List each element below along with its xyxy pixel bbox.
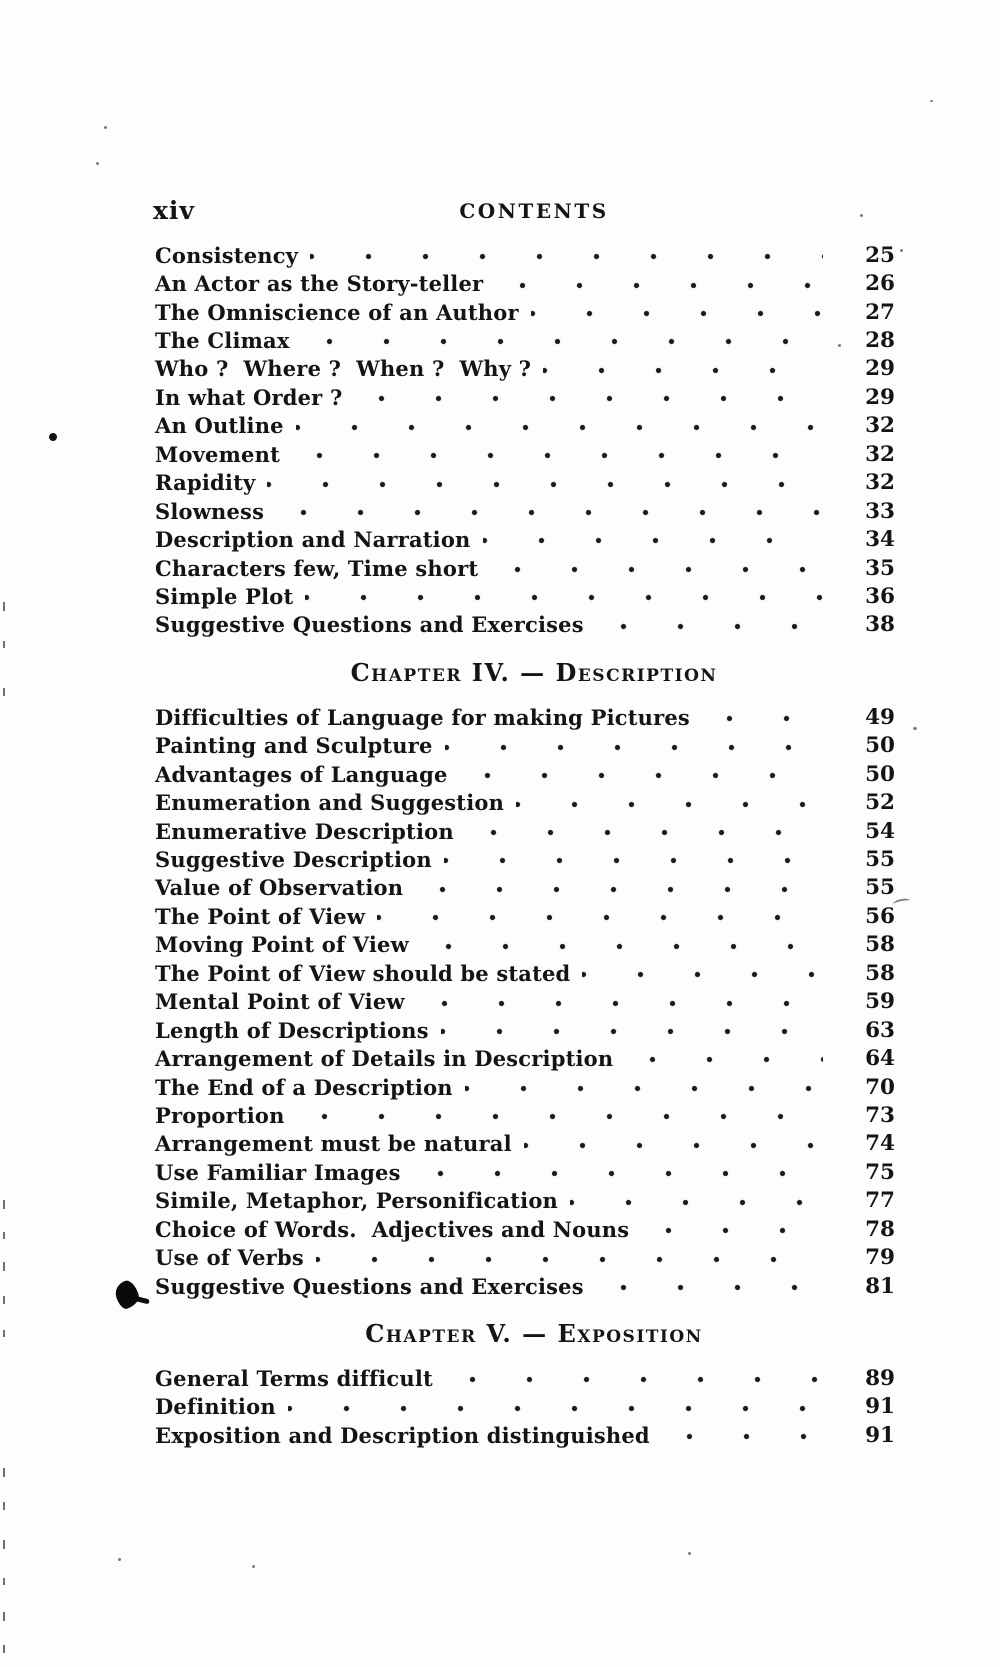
toc-entry-title: Rapidity <box>155 470 256 496</box>
scan-edge-mark <box>3 1612 5 1621</box>
toc-entry <box>155 554 895 582</box>
dot-leader <box>441 1016 823 1044</box>
toc-entry <box>155 1044 895 1072</box>
scan-edge-mark <box>3 1502 5 1510</box>
toc-entry-page-number: 34 <box>865 527 895 553</box>
toc-entry-page-number: 79 <box>865 1245 895 1271</box>
dot-leader <box>421 931 823 959</box>
scan-edge-mark <box>3 1262 5 1271</box>
dot-leader <box>316 1243 823 1271</box>
toc-entry-page-number: 56 <box>865 903 895 929</box>
toc-entry-title: The Omniscience of an Author <box>155 299 519 325</box>
dot-leader <box>495 269 823 297</box>
dot-leader <box>465 1073 823 1101</box>
toc-entry <box>155 412 895 440</box>
toc-entry <box>155 298 895 326</box>
ink-squiggle <box>892 897 910 907</box>
toc-entry-title: Simple Plot <box>155 583 294 609</box>
ink-speckle <box>860 214 863 217</box>
toc-entry-page-number: 26 <box>865 271 895 297</box>
toc-entry-title: Definition <box>155 1394 276 1420</box>
ink-speckle <box>900 249 903 252</box>
toc-entry-page-number: 32 <box>865 470 895 496</box>
toc-entry-page-number: 58 <box>865 932 895 958</box>
chapter-heading: Chapter V. — Exposition <box>365 1319 703 1349</box>
scan-edge-mark <box>3 641 5 648</box>
toc-entry <box>155 1130 895 1158</box>
ink-blot <box>112 1278 141 1310</box>
dot-leader <box>596 1272 823 1300</box>
dot-leader <box>377 902 823 930</box>
toc-entry <box>155 1364 895 1392</box>
toc-entry-page-number: 28 <box>865 328 895 354</box>
scan-edge-mark <box>3 688 5 696</box>
toc-entry-page-number: 55 <box>865 875 895 901</box>
dot-leader <box>466 817 823 845</box>
toc-entry <box>155 732 895 760</box>
dot-leader <box>292 440 823 468</box>
toc-entry <box>155 1243 895 1271</box>
toc-entry <box>155 1393 895 1421</box>
toc-entry <box>155 611 895 639</box>
scan-edge-mark <box>3 1468 5 1477</box>
page-content <box>155 196 895 1450</box>
dot-leader <box>302 326 823 354</box>
toc-entry-title: Slowness <box>155 498 265 524</box>
toc-entry-title: Choice of Words. Adjectives and Nouns <box>155 1216 630 1242</box>
toc-entry <box>155 1421 895 1449</box>
dot-leader <box>417 988 823 1016</box>
toc-entry-title: Use Familiar Images <box>155 1159 401 1185</box>
toc-entry-title: Who ? Where ? When ? Why ? <box>155 356 532 382</box>
toc-entry-page-number: 75 <box>865 1159 895 1185</box>
toc-entry-title: Suggestive Questions and Exercises <box>155 1273 584 1299</box>
toc-entry <box>155 845 895 873</box>
toc-entry <box>155 440 895 468</box>
toc-entry <box>155 269 895 297</box>
toc-section <box>155 654 895 1300</box>
toc-entry-title: Value of Observation <box>155 875 404 901</box>
dot-leader <box>570 1187 823 1215</box>
dot-leader <box>524 1130 823 1158</box>
dot-leader <box>288 1393 823 1421</box>
dot-leader <box>415 874 823 902</box>
toc-entry-title: General Terms difficult <box>155 1366 433 1392</box>
dot-leader <box>543 355 823 383</box>
toc-entry-title: In what Order ? <box>155 384 343 410</box>
dot-leader <box>310 241 823 269</box>
toc-entry-page-number: 78 <box>865 1216 895 1242</box>
toc-entry-page-number: 52 <box>865 790 895 816</box>
toc-entry-page-number: 89 <box>865 1366 895 1392</box>
toc-entry-title: Exposition and Description distinguished <box>155 1422 650 1448</box>
toc-entry-page-number: 36 <box>865 583 895 609</box>
scan-edge-mark <box>3 1578 5 1585</box>
dot-leader <box>297 1101 823 1129</box>
toc-entry-title: The End of a Description <box>155 1074 453 1100</box>
running-head: CONTENTS <box>459 199 609 223</box>
toc-entry <box>155 817 895 845</box>
dot-leader <box>702 703 823 731</box>
toc-entry-page-number: 70 <box>865 1074 895 1100</box>
toc-entry-page-number: 58 <box>865 960 895 986</box>
toc-entry <box>155 1272 895 1300</box>
toc-entry-title: Moving Point of View <box>155 932 409 958</box>
dot-leader <box>445 1364 823 1392</box>
toc-entry-page-number: 54 <box>865 818 895 844</box>
toc-entry-page-number: 29 <box>865 356 895 382</box>
scan-edge-mark <box>3 1645 5 1653</box>
toc-entry-page-number: 33 <box>865 498 895 524</box>
toc-entry-title: An Actor as the Story-teller <box>155 271 484 297</box>
scan-edge-mark <box>3 1296 5 1304</box>
toc-entry <box>155 788 895 816</box>
toc-entry <box>155 760 895 788</box>
toc-entry-title: The Point of View should be stated <box>155 960 571 986</box>
toc-entry-page-number: 74 <box>865 1131 895 1157</box>
toc-entry <box>155 497 895 525</box>
scan-edge-mark <box>3 602 5 611</box>
toc-entry-title: Enumerative Description <box>155 818 454 844</box>
toc-entry-page-number: 29 <box>865 384 895 410</box>
toc-entry-page-number: 73 <box>865 1102 895 1128</box>
ink-speckle <box>913 727 917 730</box>
toc-entry-page-number: 38 <box>865 612 895 638</box>
dot-leader <box>276 497 823 525</box>
toc-entry <box>155 1187 895 1215</box>
toc-entry-title: Arrangement of Details in Description <box>155 1046 614 1072</box>
toc-entry-title: Enumeration and Suggestion <box>155 790 505 816</box>
toc-entry-page-number: 25 <box>865 242 895 268</box>
dot-leader <box>413 1158 823 1186</box>
dot-leader <box>641 1215 823 1243</box>
scan-edge-mark <box>3 1330 5 1337</box>
dot-leader <box>460 760 823 788</box>
dot-leader <box>516 788 823 816</box>
toc-entry <box>155 988 895 1016</box>
toc-entry <box>155 326 895 354</box>
toc-entry-page-number: 50 <box>865 761 895 787</box>
toc-entry-title: Difficulties of Language for making Pictures <box>155 704 690 730</box>
toc-entry <box>155 1101 895 1129</box>
dot-leader <box>662 1421 823 1449</box>
ink-dot <box>49 433 57 441</box>
toc-entry <box>155 959 895 987</box>
dot-leader <box>490 554 823 582</box>
dot-leader <box>444 845 823 873</box>
dot-leader <box>354 383 823 411</box>
toc-entry-page-number: 27 <box>865 299 895 325</box>
ink-speckle <box>104 126 107 129</box>
toc-entry <box>155 874 895 902</box>
toc-section <box>155 1315 895 1449</box>
toc-entry-title: Movement <box>155 441 280 467</box>
toc-section <box>155 241 895 639</box>
toc-entry-title: The Point of View <box>155 903 366 929</box>
toc-entry-page-number: 59 <box>865 989 895 1015</box>
toc-entry-page-number: 49 <box>865 704 895 730</box>
toc-entry-title: Consistency <box>155 242 299 268</box>
toc-entry <box>155 931 895 959</box>
toc-entry-page-number: 55 <box>865 847 895 873</box>
toc-entry <box>155 703 895 731</box>
toc-entry <box>155 1215 895 1243</box>
toc-entry <box>155 902 895 930</box>
toc-entry-title: Length of Descriptions <box>155 1017 429 1043</box>
toc-entry-page-number: 63 <box>865 1017 895 1043</box>
toc-entry-page-number: 81 <box>865 1273 895 1299</box>
folio-page-number: xiv <box>153 196 195 225</box>
ink-speckle <box>118 1558 121 1561</box>
ink-speckle <box>688 1552 691 1555</box>
dot-leader <box>305 582 823 610</box>
toc-entry <box>155 1016 895 1044</box>
toc-entry-title: Use of Verbs <box>155 1245 304 1271</box>
toc-entry <box>155 241 895 269</box>
toc-entry <box>155 383 895 411</box>
ink-speckle <box>96 162 99 165</box>
dot-leader <box>531 298 823 326</box>
scan-edge-mark <box>3 1200 5 1209</box>
toc-entry-page-number: 77 <box>865 1188 895 1214</box>
toc-entry-title: Simile, Metaphor, Personification <box>155 1188 559 1214</box>
toc-entry-page-number: 91 <box>865 1422 895 1448</box>
toc-entry <box>155 355 895 383</box>
toc-entry-title: Description and Narration <box>155 527 471 553</box>
chapter-heading: Chapter IV. — Description <box>350 658 718 688</box>
toc-entry <box>155 469 895 497</box>
toc-entry-title: Characters few, Time short <box>155 555 479 581</box>
toc-entry-title: Painting and Sculpture <box>155 733 433 759</box>
toc-entry <box>155 1158 895 1186</box>
table-of-contents <box>155 241 895 1450</box>
toc-entry <box>155 1073 895 1101</box>
ink-speckle <box>252 1565 255 1568</box>
toc-entry-title: Suggestive Description <box>155 847 432 873</box>
dot-leader <box>445 732 823 760</box>
ink-speckle <box>838 344 841 347</box>
dot-leader <box>296 412 823 440</box>
toc-entry-page-number: 35 <box>865 555 895 581</box>
scan-edge-mark <box>3 1540 5 1549</box>
toc-entry-page-number: 32 <box>865 413 895 439</box>
toc-entry <box>155 525 895 553</box>
dot-leader <box>267 469 823 497</box>
toc-entry-title: An Outline <box>155 413 284 439</box>
toc-entry-title: Arrangement must be natural <box>155 1131 512 1157</box>
dot-leader <box>625 1044 823 1072</box>
toc-entry-title: Advantages of Language <box>155 761 448 787</box>
toc-entry-page-number: 91 <box>865 1394 895 1420</box>
toc-entry-page-number: 50 <box>865 733 895 759</box>
page-header <box>155 196 895 226</box>
ink-speckle <box>930 100 933 102</box>
scan-edge-mark <box>3 1232 5 1239</box>
toc-entry-title: The Climax <box>155 328 290 354</box>
toc-entry-title: Proportion <box>155 1102 285 1128</box>
dot-leader <box>483 525 823 553</box>
toc-entry-page-number: 32 <box>865 441 895 467</box>
toc-entry <box>155 582 895 610</box>
toc-entry-title: Mental Point of View <box>155 989 405 1015</box>
toc-entry-page-number: 64 <box>865 1046 895 1072</box>
dot-leader <box>596 611 823 639</box>
toc-entry-title: Suggestive Questions and Exercises <box>155 612 584 638</box>
dot-leader <box>582 959 823 987</box>
